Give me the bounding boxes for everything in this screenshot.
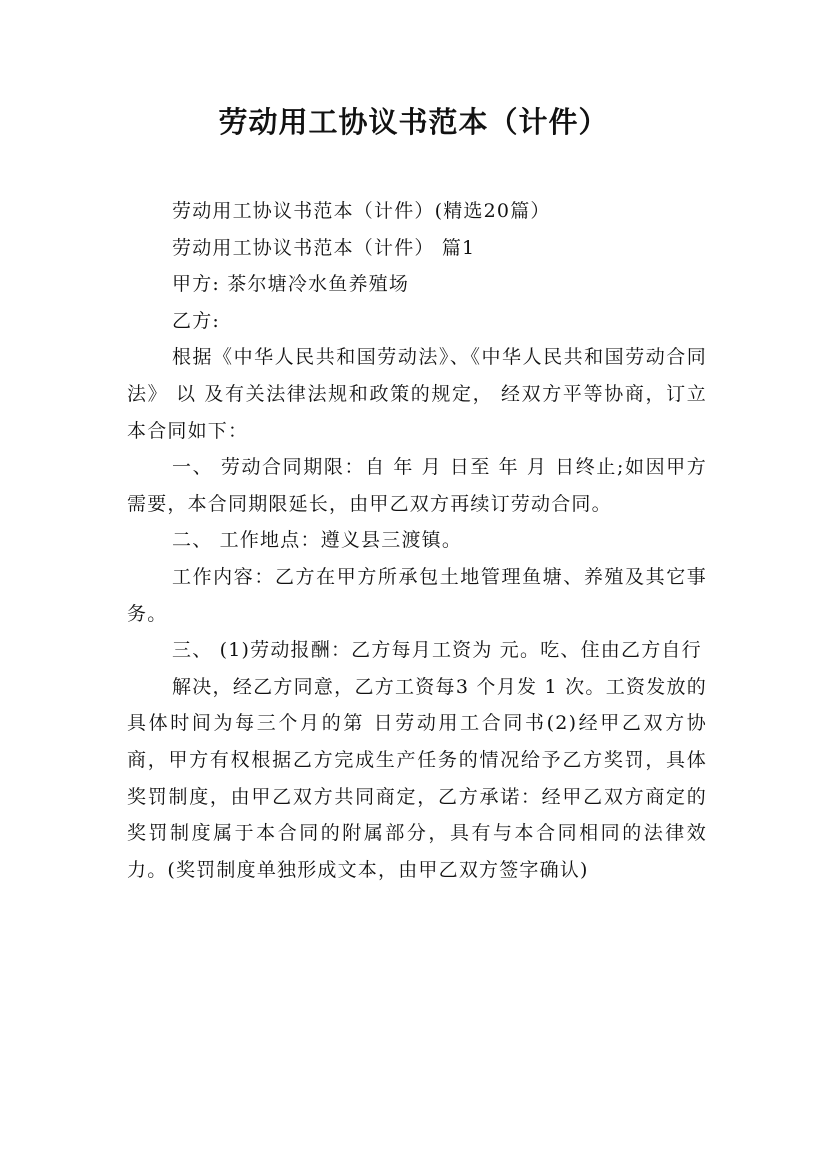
paragraph-pay-details: 解决，经乙方同意，乙方工资每3 个月发 1 次。工资发放的具体时间为每三个月的第 日劳动用工合同书(2)经甲乙双方协商，甲方有权根据乙方完成生产任务的情况给予乙方奖罚，具体奖罚制度，由甲乙双方共同商定，乙方承诺：经甲乙双方商定的奖罚制度属于本合同的附属部分，具有与本合同相同的法律效力。(奖罚制度单独形成文本，由甲乙双方签字确认): [127, 675, 707, 881]
paragraph-subtitle: 劳动用工协议书范本（计件）(精选20篇）: [172, 200, 551, 222]
paragraph-party-b: 乙方:: [172, 309, 221, 332]
paragraph-clause-location: 二、 工作地点：遵义县三渡镇。: [172, 529, 463, 552]
paragraph-clause-term: 一、 劳动合同期限：自 年 月 日至 年 月 日终止;如因甲方需要，本合同期限延长，由甲乙双方再续订劳动合同。: [127, 456, 707, 515]
paragraph-work-content: 工作内容：乙方在甲方所承包土地管理鱼塘、养殖及其它事务。: [127, 565, 707, 625]
paragraph-party-a: 甲方: 茶尔塘冷水鱼养殖场: [172, 273, 410, 296]
paragraph-section-heading: 劳动用工协议书范本（计件） 篇1: [172, 236, 476, 259]
paragraph-preamble: 根据《中华人民共和国劳动法》、《中华人民共和国劳动合同法》 以 及有关法律法规和政策的规定， 经双方平等协商，订立本合同如下：: [127, 346, 707, 442]
paragraph-clause-pay: 三、 (1)劳动报酬：乙方每月工资为 元。吃、住由乙方自行: [172, 639, 702, 662]
document-body: [127, 193, 707, 888]
document-title: 劳动用工协议书范本（计件）: [218, 105, 609, 139]
